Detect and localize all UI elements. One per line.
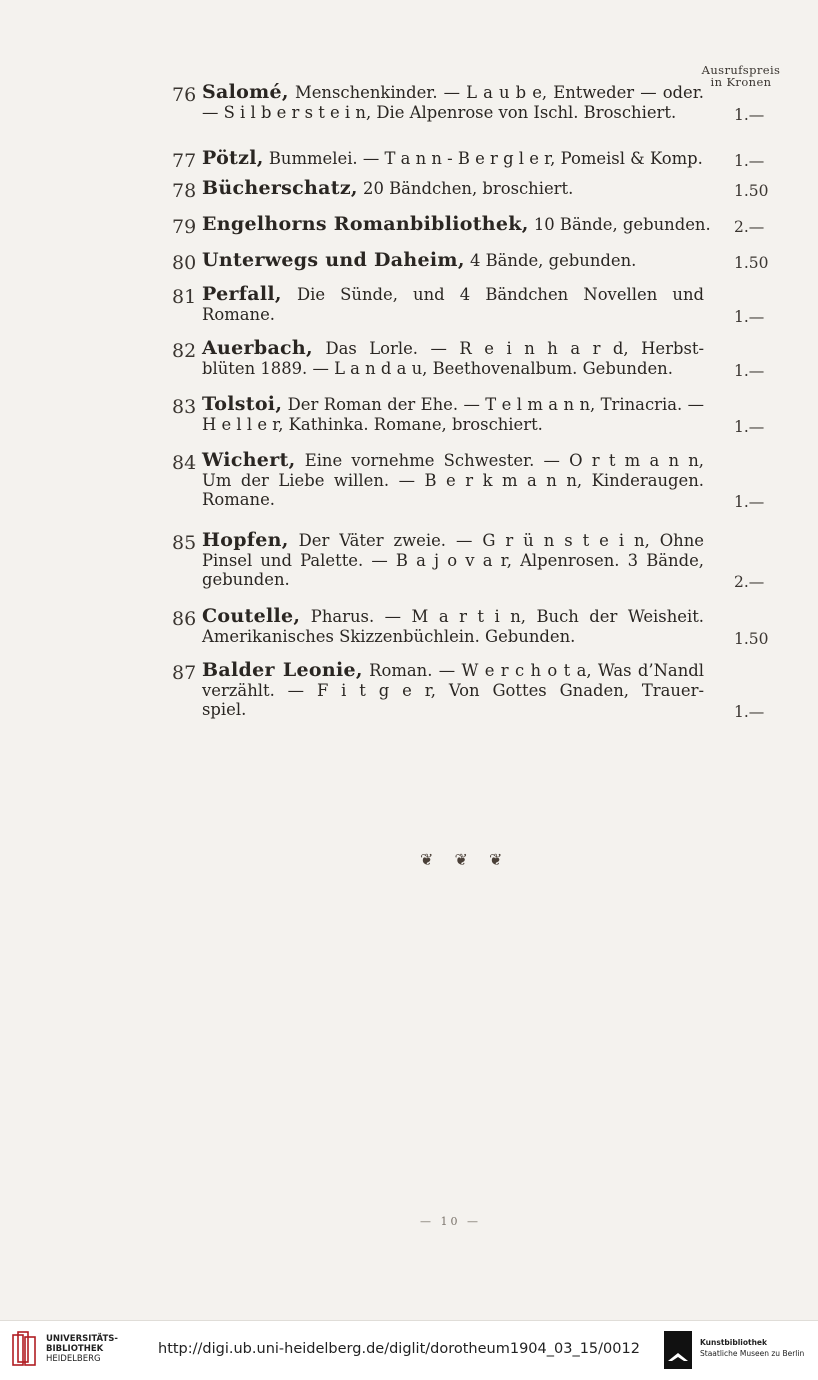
description-line: Auerbach, Das Lorle. — R e i n h a r d, Herbst- [202, 337, 704, 359]
description-line: Hopfen, Der Väter zweie. — G r ü n s t e i n, Ohne [202, 529, 704, 551]
description-line: gebunden. [202, 570, 290, 589]
lot-price: 1.50 [734, 182, 769, 200]
lot-number: 82 [172, 340, 197, 362]
lot-description [202, 661, 704, 720]
lot-price: 2.— [734, 218, 765, 236]
description-line: Pötzl, Bummelei. — T a n n - B e r g l e r, Pomeisl & Komp. [202, 147, 703, 169]
digitization-footer [0, 1320, 818, 1380]
lot-description [202, 179, 704, 199]
description-line: Pinsel und Palette. — B a j o v a r, Alpenrosen. 3 Bände, [202, 550, 704, 570]
university-library-logo-icon [12, 1331, 38, 1367]
author-title: Pötzl, [202, 147, 264, 169]
lot-description [202, 531, 704, 590]
author-title: Engelhorns Romanbibliothek, [202, 213, 529, 235]
description-line: Tolstoi, Der Roman der Ehe. — T e l m a n n, Trinacria. — [202, 393, 704, 415]
description-line: Bücherschatz, 20 Bändchen, broschiert. [202, 177, 574, 199]
lot-number: 87 [172, 662, 197, 684]
uni-line3: HEIDELBERG [46, 1354, 101, 1364]
lot-price: 1.— [734, 703, 765, 721]
lot-price: 1.— [734, 493, 765, 511]
lot-description [202, 83, 704, 122]
lot-price: 1.— [734, 152, 765, 170]
author-title: Hopfen, [202, 529, 289, 551]
description-line: Perfall, Die Sünde, und 4 Bändchen Novellen und [202, 283, 704, 305]
kunstbibliothek-logo-icon [664, 1331, 692, 1369]
description-line: — S i l b e r s t e i n, Die Alpenrose von Ischl. Broschiert. [202, 102, 677, 122]
lot-number: 77 [172, 150, 197, 172]
lot-number: 85 [172, 532, 197, 554]
lot-price: 1.50 [734, 629, 769, 648]
description-line: Balder Leonie, Roman. — W e r c h o t a, Was d’Nandl [202, 659, 704, 681]
kb-line1: Kunstbibliothek [700, 1338, 768, 1347]
author-title: Bücherschatz, [202, 177, 358, 199]
lot-number: 80 [172, 252, 197, 274]
lot-description [202, 285, 704, 324]
lot-number: 86 [172, 608, 197, 630]
permalink-url[interactable]: http://digi.ub.uni-heidelberg.de/diglit/dorotheum1904_03_15/0012 [158, 1341, 640, 1357]
lot-number: 81 [172, 286, 197, 308]
lot-description [202, 451, 704, 510]
lot-number: 76 [172, 84, 197, 106]
lot-description [202, 149, 704, 169]
uni-line2: BIBLIOTHEK [46, 1344, 104, 1354]
author-title: Tolstoi, [202, 393, 283, 415]
description-line: Amerikanisches Skizzenbüchlein. Gebunden. [202, 626, 576, 646]
lot-price: 1.— [734, 307, 765, 326]
lot-price: 2.— [734, 573, 765, 591]
price-column-header [700, 64, 782, 88]
description-line: Salomé, Menschenkinder. — L a u b e, Entweder — oder. [202, 81, 704, 103]
price-header-line1: Ausrufspreis [701, 63, 781, 77]
kunstbibliothek-name [700, 1337, 804, 1359]
page-number: — 10 — [420, 1215, 481, 1228]
kb-line2: Staatliche Museen zu Berlin [700, 1349, 805, 1358]
lot-description [202, 395, 704, 434]
lot-price: 1.— [734, 361, 765, 380]
lot-description [202, 213, 711, 235]
lot-number: 78 [172, 180, 197, 202]
description-line: Romane. [202, 490, 275, 509]
author-title: Auerbach, [202, 337, 313, 359]
lot-description [202, 251, 704, 271]
description-line: H e l l e r, Kathinka. Romane, broschiert. [202, 414, 543, 434]
university-library-name [46, 1334, 118, 1364]
description-line: Romane. [202, 304, 275, 324]
description-line: spiel. [202, 700, 247, 719]
uni-line1: UNIVERSITÄTS- [46, 1334, 118, 1344]
price-header-line2: in Kronen [710, 75, 772, 89]
description-line: Coutelle, Pharus. — M a r t i n, Buch der Weisheit. [202, 605, 704, 627]
author-title: Salomé, [202, 81, 289, 103]
lot-description [202, 607, 704, 646]
lot-price: 1.— [734, 417, 765, 436]
description-line: blüten 1889. — L a n d a u, Beethovenalbum. Gebunden. [202, 358, 673, 378]
lot-price: 1.50 [734, 254, 769, 272]
lot-description [202, 339, 704, 378]
author-title: Unterwegs und Daheim, [202, 249, 465, 271]
lot-price: 1.— [734, 105, 765, 124]
ornament-divider: ❦ ❦ ❦ [420, 850, 511, 869]
description-line: Wichert, Eine vornehme Schwester. — O r t m a n n, [202, 449, 704, 471]
description-line: Um der Liebe willen. — B e r k m a n n, Kinderaugen. [202, 470, 704, 490]
lot-number: 83 [172, 396, 197, 418]
author-title: Perfall, [202, 283, 282, 305]
author-title: Coutelle, [202, 605, 301, 627]
description-line: verzählt. — F i t g e r, Von Gottes Gnaden, Trauer- [202, 680, 704, 700]
author-title: Balder Leonie, [202, 659, 363, 681]
description-line: Engelhorns Romanbibliothek, 10 Bände, gebunden. [202, 213, 711, 235]
lot-number: 84 [172, 452, 197, 474]
description-line: Unterwegs und Daheim, 4 Bände, gebunden. [202, 249, 637, 271]
author-title: Wichert, [202, 449, 296, 471]
lot-number: 79 [172, 216, 197, 238]
